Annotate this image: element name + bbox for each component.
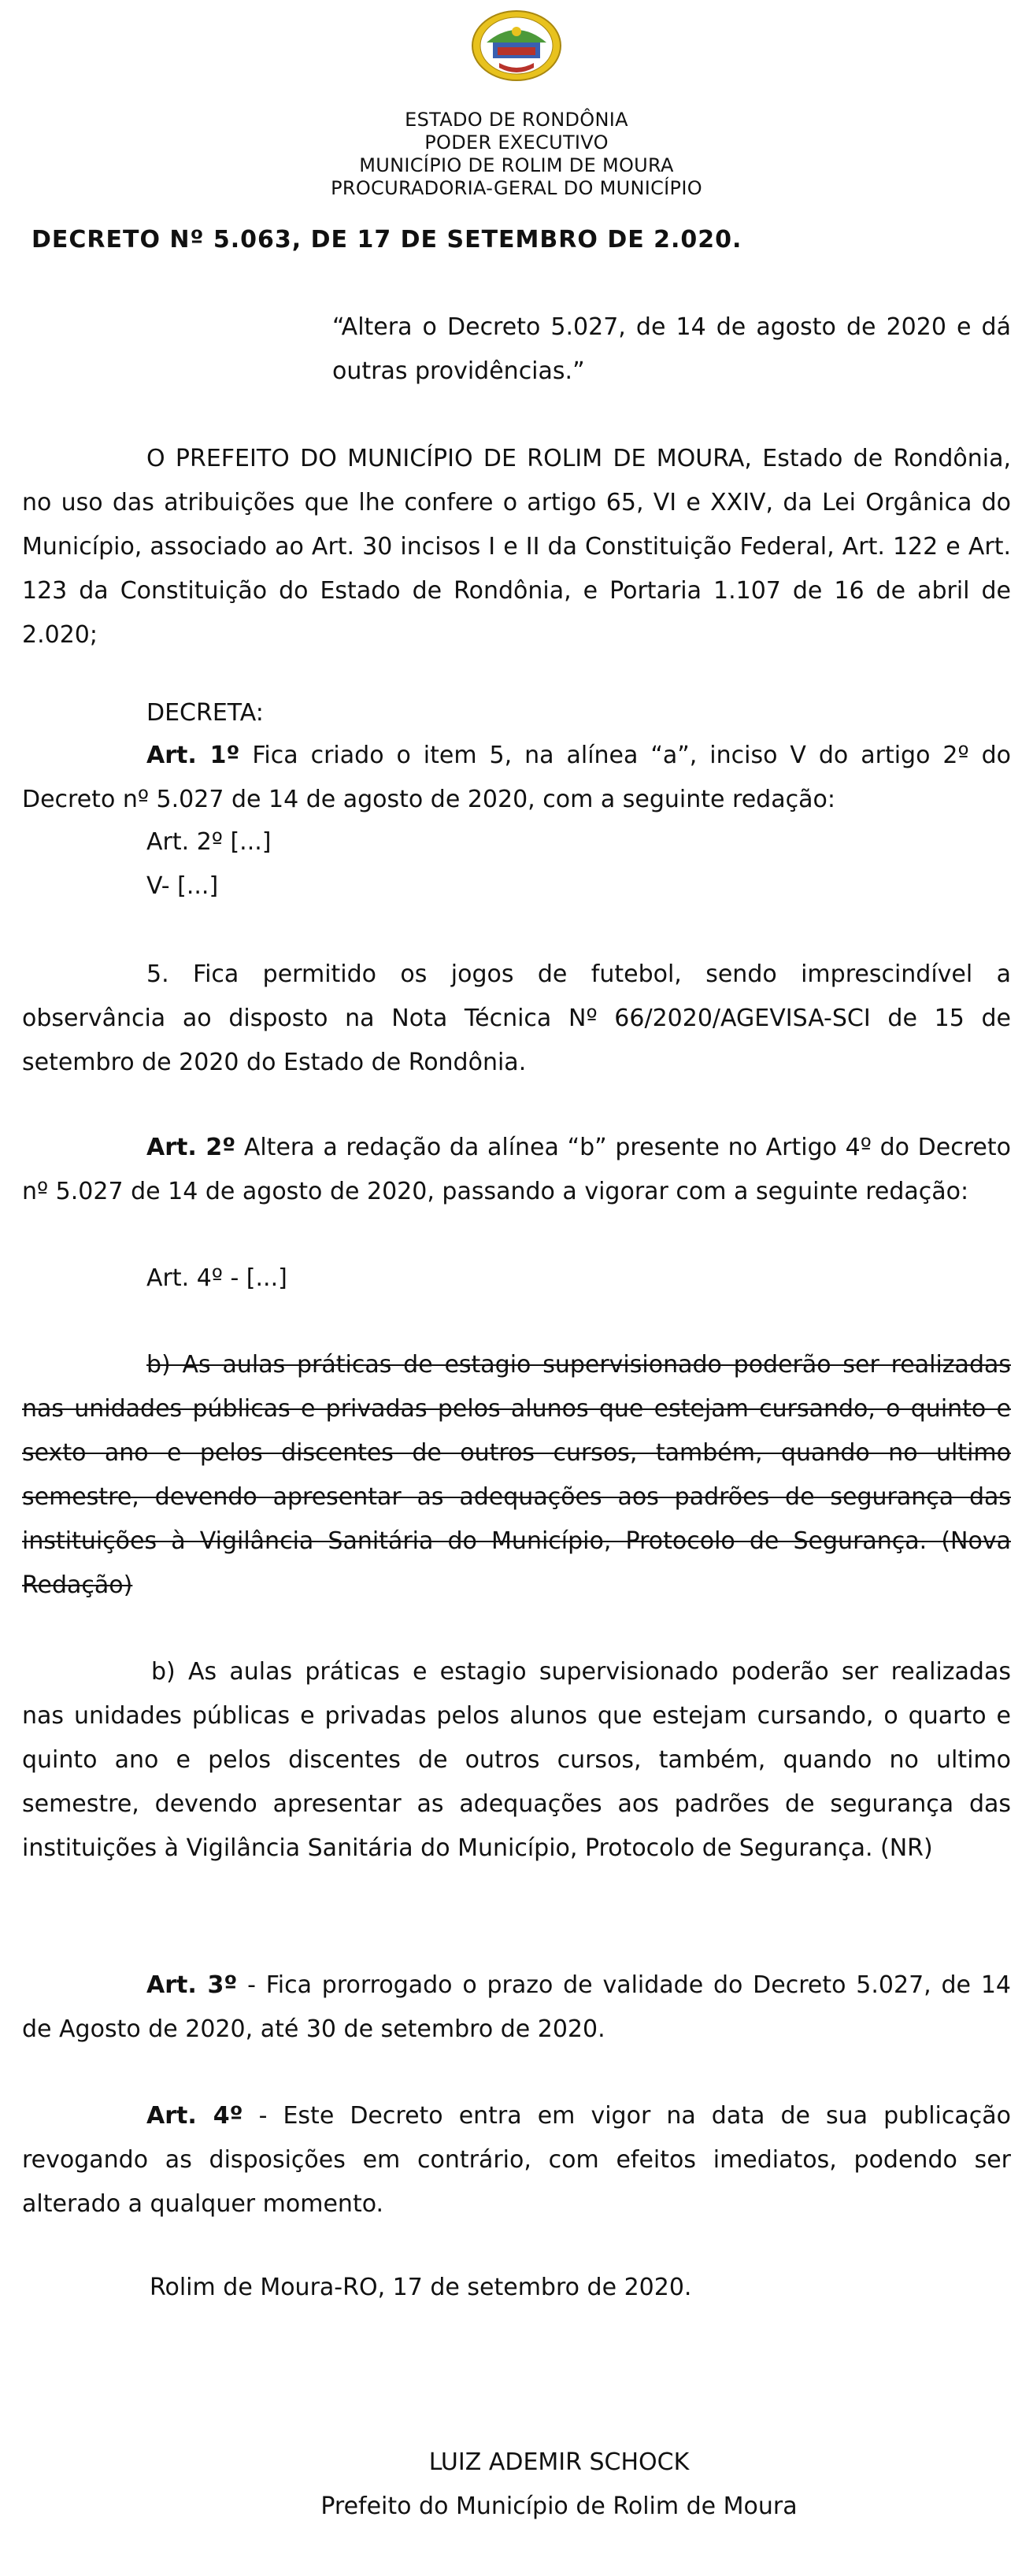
- article-2-text: Altera a redação da alínea “b” presente no Artigo 4º do Decreto nº 5.027 de 14 de agosto de 2020, passando a vigorar com a seguinte redação:: [22, 1134, 1011, 1205]
- article-1-text: Fica criado o item 5, na alínea “a”, inciso V do artigo 2º do Decreto nº 5.027 de 14 de agosto de 2020, com a seguinte redação:: [22, 742, 1011, 813]
- old-alinea-b-struck: b) As aulas práticas de estagio supervisionado poderão ser realizadas nas unidades públicas e privadas pelos alunos que estejam cursando, o quinto e sexto ano e pelos discentes de outros cursos, também, quando no ultimo semestre, devendo apresentar as adequações aos padrões de segurança das instituições à Vigilância Sanitária do Município, Protocolo de Segurança. (Nova Redação): [22, 1351, 1011, 1599]
- header-office: PROCURADORIA-GERAL DO MUNICÍPIO: [331, 177, 702, 199]
- place-and-date: Rolim de Moura-RO, 17 de setembro de 2020.: [150, 2274, 692, 2301]
- decree-epigraph: “Altera o Decreto 5.027, de 14 de agosto de 2020 e dá outras providências.”: [332, 313, 1011, 385]
- decree-preamble: O PREFEITO DO MUNICÍPIO DE ROLIM DE MOURA, Estado de Rondônia, no uso das atribuições que lhe confere o artigo 65, VI e XXIV, da Lei Orgânica do Município, associado ao Art. 30 incisos I e II da Constituição Federal, Art. 122 e Art. 123 da Constituição do Estado de Rondônia, e Portaria 1.107 de 16 de abril de 2.020;: [22, 445, 1011, 649]
- article-3-text: - Fica prorrogado o prazo de validade do Decreto 5.027, de 14 de Agosto de 2020, até 30 de setembro de 2020.: [22, 1971, 1011, 2043]
- article-1-reference-art2: Art. 2º [...]: [146, 828, 272, 856]
- article-2: [22, 1126, 1011, 1214]
- decreta-label: DECRETA:: [146, 699, 264, 727]
- document-header: [0, 109, 1033, 200]
- municipal-crest-icon: [469, 8, 564, 83]
- signatory-name: LUIZ ADEMIR SCHOCK: [428, 2448, 690, 2476]
- article-1-reference-inciso: V- [...]: [146, 872, 219, 900]
- article-1-label: Art. 1º: [146, 742, 240, 769]
- article-2-reference: Art. 4º - [...]: [146, 1264, 287, 1292]
- new-alinea-b: b) As aulas práticas e estagio supervisionado poderão ser realizadas nas unidades públicas e privadas pelos alunos que estejam cursando, o quarto e quinto ano e pelos discentes de outros cursos, também, quando no ultimo semestre, devendo apresentar as adequações aos padrões de segurança das instituições à Vigilância Sanitária do Município, Protocolo de Segurança. (NR): [22, 1658, 1011, 1862]
- article-3: [22, 1963, 1011, 2052]
- article-1: [22, 734, 1011, 822]
- header-state: ESTADO DE RONDÔNIA: [405, 109, 628, 131]
- article-2-label: Art. 2º: [146, 1134, 236, 1161]
- signatory-role: Prefeito do Município de Rolim de Moura: [320, 2493, 798, 2520]
- header-power: PODER EXECUTIVO: [424, 131, 609, 154]
- article-4: [22, 2094, 1011, 2226]
- decree-title: DECRETO Nº 5.063, DE 17 DE SETEMBRO DE 2.020.: [31, 226, 742, 254]
- article-4-label: Art. 4º: [146, 2102, 243, 2130]
- article-3-label: Art. 3º: [146, 1971, 238, 1999]
- item-5: 5. Fica permitido os jogos de futebol, sendo imprescindível a observância ao disposto na Nota Técnica Nº 66/2020/AGEVISA-SCI de 15 de setembro de 2020 do Estado de Rondônia.: [22, 960, 1011, 1076]
- article-4-text: - Este Decreto entra em vigor na data de sua publicação revogando as disposições em contrário, com efeitos imediatos, podendo ser alterado a qualquer momento.: [22, 2102, 1011, 2218]
- header-municipality: MUNICÍPIO DE ROLIM DE MOURA: [359, 154, 674, 176]
